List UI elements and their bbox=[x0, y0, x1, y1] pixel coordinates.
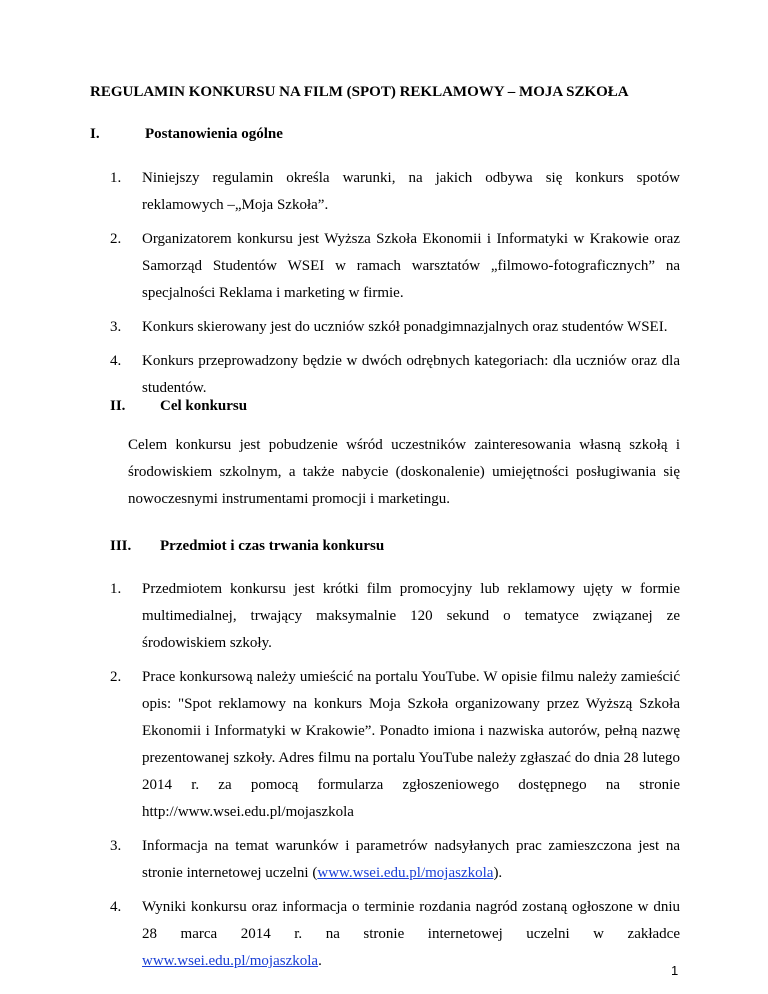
item-number: 1. bbox=[110, 170, 122, 186]
section-1-list bbox=[110, 165, 680, 409]
item-text: Prace konkursową należy umieścić na portalu YouTube. W opisie filmu należy zamieścić opis: "Spot reklamowy na konkurs Moja Szkoła organizowany przez Wyższą Szkoła Ekonomii i Informatyki w Krakowie”. Ponadto imiona i nazwiska autorów, pełną nazwę prezentowanej szkoły. Adres filmu na portalu YouTube należy zgłaszać do dnia 28 lutego 2014 r. za pomocą formularza zgłoszeniowego dostępnego na stronie http://www.wsei.edu.pl/mojaszkola bbox=[142, 669, 680, 820]
page-number: 1 bbox=[671, 963, 679, 978]
list-item bbox=[110, 576, 680, 657]
section-title: Postanowienia ogólne bbox=[145, 126, 283, 142]
item-text: Organizatorem konkursu jest Wyższa Szkoła Ekonomii i Informatyki w Krakowie oraz Samorząd Studentów WSEI w ramach warsztatów „filmowo-fotograficznych” na specjalności Reklama i marketing w firmie. bbox=[142, 231, 680, 301]
item-text-after: ). bbox=[493, 865, 503, 881]
item-number: 3. bbox=[110, 319, 122, 335]
item-text: Konkurs skierowany jest do uczniów szkół ponadgimnazjalnych oraz studentów WSEI. bbox=[142, 319, 668, 335]
item-number: 4. bbox=[110, 899, 122, 915]
item-text: Przedmiotem konkursu jest krótki film promocyjny lub reklamowy ujęty w formie multimedialnej, trwający maksymalnie 120 sekund o tematyce związanej ze środowiskiem szkoły. bbox=[142, 581, 680, 651]
item-text: Niniejszy regulamin określa warunki, na jakich odbywa się konkurs spotów reklamowych –„Moja Szkoła”. bbox=[142, 170, 680, 213]
item-number: 3. bbox=[110, 838, 122, 854]
document-title: REGULAMIN KONKURSU NA FILM (SPOT) REKLAMOWY – MOJA SZKOŁA bbox=[90, 84, 629, 100]
list-item bbox=[110, 348, 680, 402]
item-number: 4. bbox=[110, 353, 122, 369]
section-number: I. bbox=[90, 126, 100, 142]
item-text: Konkurs przeprowadzony będzie w dwóch odrębnych kategoriach: dla uczniów oraz dla studentów. bbox=[142, 353, 680, 396]
section-3-list bbox=[110, 576, 680, 982]
list-item bbox=[110, 833, 680, 887]
section-2-paragraph: Celem konkursu jest pobudzenie wśród uczestników zainteresowania własną szkołą i środowiskiem szkolnym, a także nabycie (doskonalenie) umiejętności posługiwania się nowoczesnymi instrumentami promocji i marketingu. bbox=[128, 437, 680, 507]
mojaszkola-link[interactable]: www.wsei.edu.pl/mojaszkola bbox=[317, 865, 494, 881]
item-number: 2. bbox=[110, 669, 122, 685]
item-text-after: . bbox=[318, 953, 322, 969]
section-title: Cel konkursu bbox=[160, 398, 248, 414]
section-number: III. bbox=[110, 538, 132, 554]
item-text-before: Informacja na temat warunków i parametrów nadsyłanych prac zamieszczona jest na stronie internetowej uczelni ( bbox=[142, 838, 680, 881]
list-item bbox=[110, 894, 680, 975]
item-text-before: Wyniki konkursu oraz informacja o terminie rozdania nagród zostaną ogłoszone w dniu 28 marca 2014 r. na stronie internetowej uczelni w zakładce bbox=[142, 899, 680, 942]
list-item bbox=[110, 226, 680, 307]
item-number: 2. bbox=[110, 231, 122, 247]
mojaszkola-link[interactable]: www.wsei.edu.pl/mojaszkola bbox=[142, 953, 319, 969]
list-item bbox=[110, 165, 680, 219]
item-number: 1. bbox=[110, 581, 122, 597]
section-title: Przedmiot i czas trwania konkursu bbox=[160, 538, 385, 554]
list-item bbox=[110, 664, 680, 826]
list-item bbox=[110, 314, 680, 341]
section-number: II. bbox=[110, 398, 126, 414]
